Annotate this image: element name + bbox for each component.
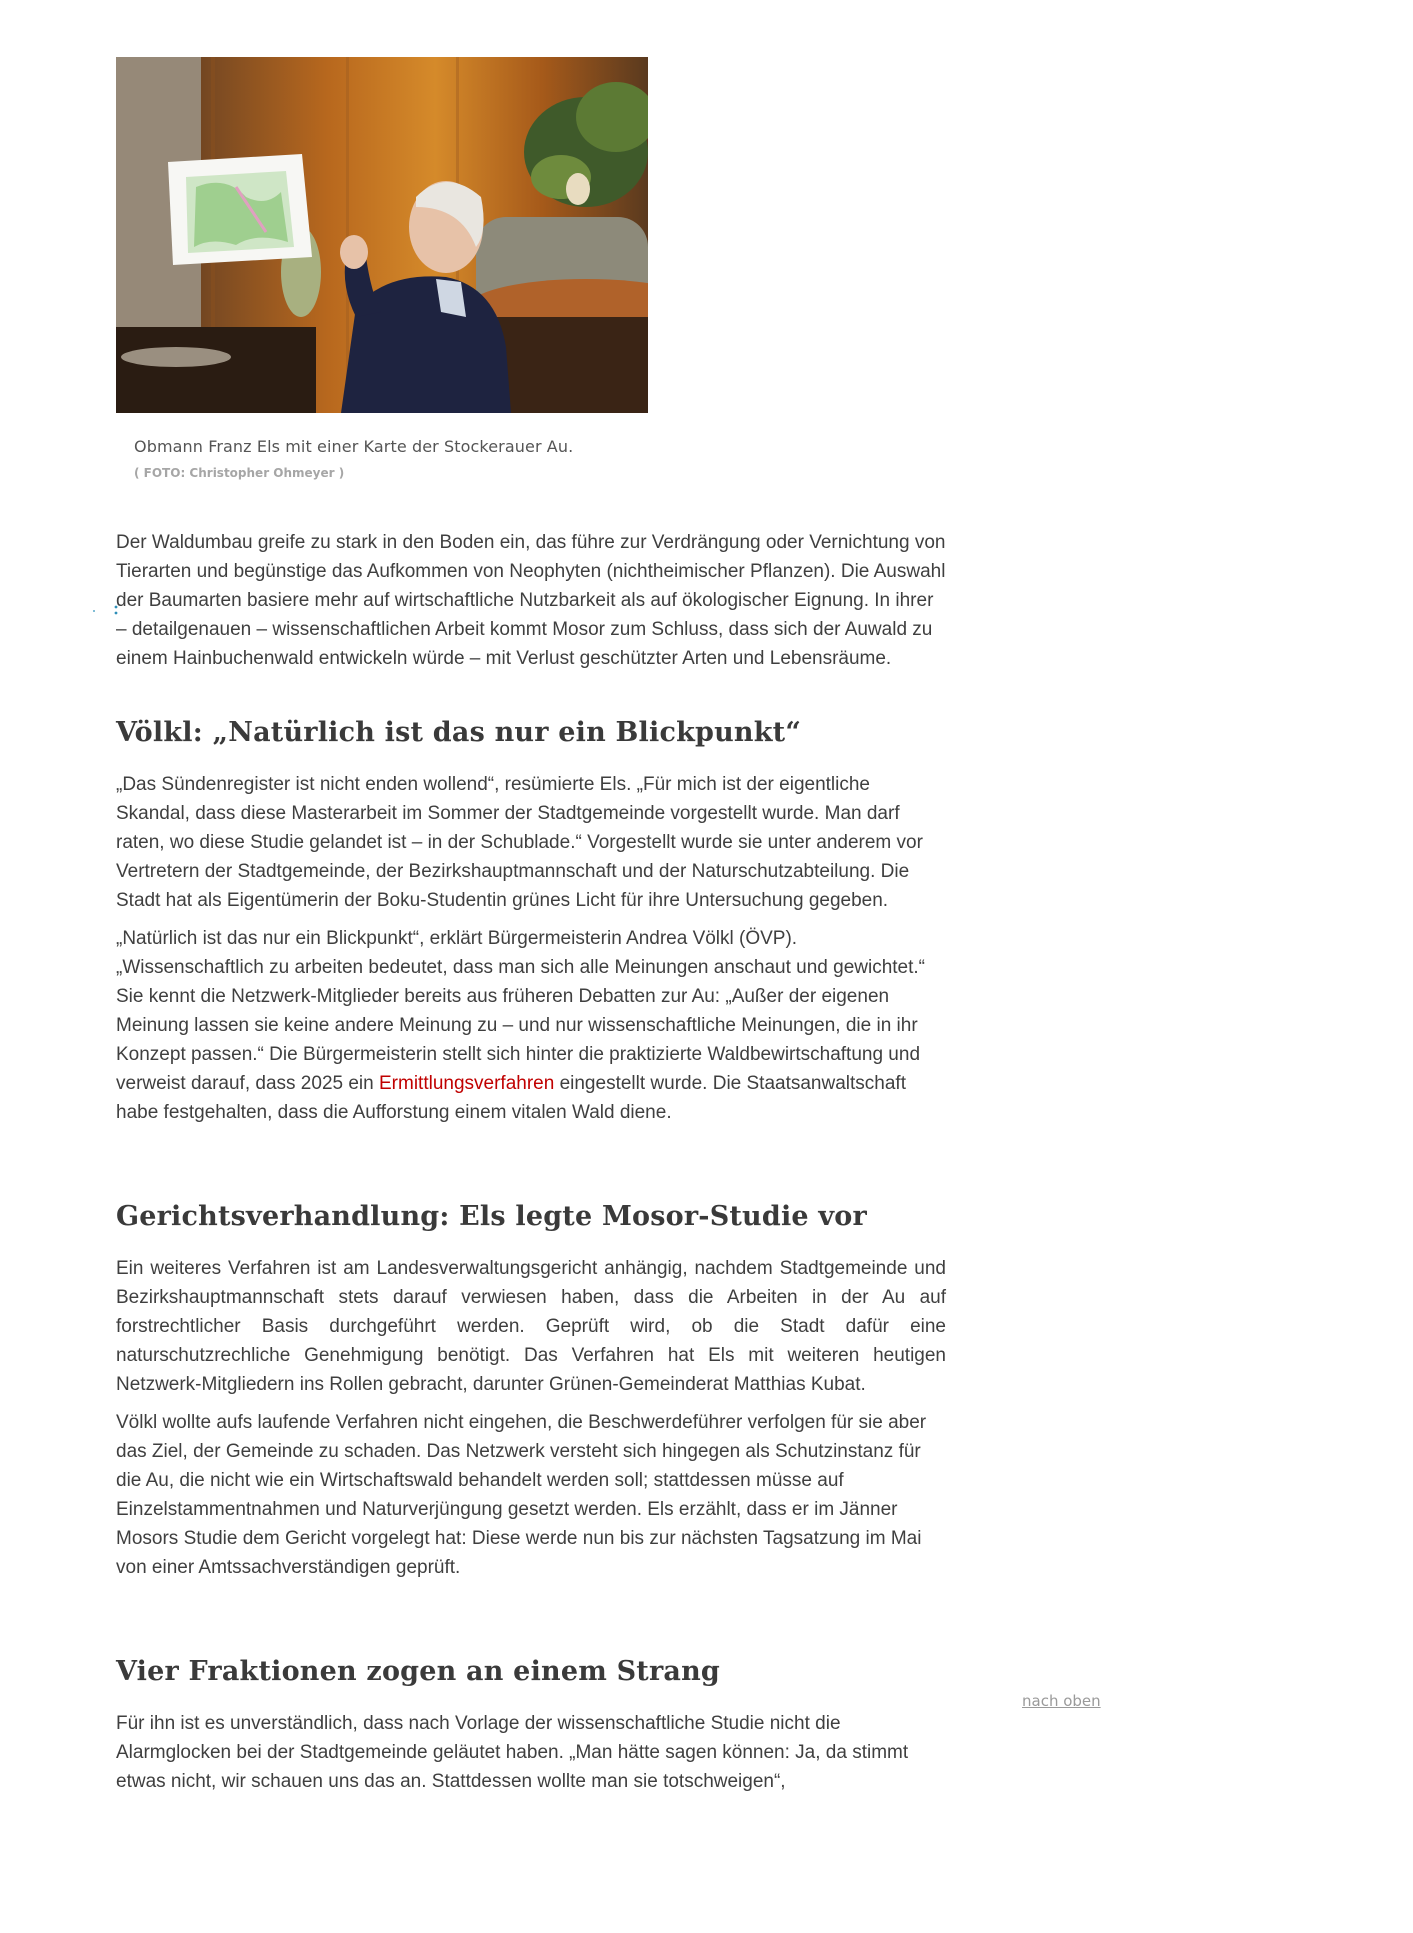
article-figure [116,57,946,480]
section1-paragraph-2-text-a: „Natürlich ist das nur ein Blickpunkt“, erklärt Bürgermeisterin Andrea Völkl (ÖVP). „Wissenschaftlich zu arbeiten bedeutet, dass man sich alle Meinungen anschaut und gewichtet.“ Sie kennt die Netzwerk-Mitglieder bereits aus früheren Debatten zur Au: „Außer der eigenen Meinung lassen sie keine andere Meinung zu – und nur wissenschaftliche Meinungen, die in ihr Konzept passen.“ Die Bürgermeisterin stellt sich hinter die praktizierte Waldbewirtschaftung und verweist darauf, dass 2025 ein [116,928,926,1094]
photo-credit: ( FOTO: Christopher Ohmeyer ) [134,466,345,480]
section2-paragraph-1: Ein weiteres Verfahren ist am Landesverwaltungsgericht anhängig, nachdem Stadtgemeinde und Bezirkshauptmannschaft stets darauf verwiesen haben, dass die Arbeiten in der Au auf forstrechtlicher Basis durchgeführt werden. Geprüft wird, ob die Stadt dafür eine naturschutzrechliche Genehmigung benötigt. Das Verfahren hat Els mit weiteren heutigen Netzwerk-Mitgliedern ins Rollen gebracht, darunter Grünen-Gemeinderat Matthias Kubat. [116,1258,946,1395]
intro-paragraph: Der Waldumbau greife zu stark in den Boden ein, das führe zur Verdrängung oder Vernichtung von Tierarten und begünstige das Aufkommen von Neophyten (nichtheimischer Pflanzen). Die Auswahl der Baumarten basiere mehr auf wirtschaftliche Nutzbarkeit als auf ökologischer Eignung. In ihrer – detailgenauen – wissenschaftlichen Arbeit kommt Mosor zum Schluss, dass sich der Auwald zu einem Hainbuchenwald entwickeln würde – mit Verlust geschützter Arten und Lebensräume. [116,532,946,669]
section-heading-voelkl: Völkl: „Natürlich ist das nur ein Blickpunkt“ [116,717,802,748]
article [116,57,946,1805]
section1-paragraph-1: „Das Sündenregister ist nicht enden wollend“, resümierte Els. „Für mich ist der eigentliche Skandal, dass diese Masterarbeit im Sommer der Stadtgemeinde vorgestellt wurde. Man darf raten, wo diese Studie gelandet ist – in der Schublade.“ Vorgestellt wurde sie unter anderem vor Vertretern der Stadtgemeinde, der Bezirkshauptmannschaft und der Naturschutzabteilung. Die Stadt hat als Eigentümerin der Boku-Studentin grünes Licht für ihre Untersuchung gegeben. [116,774,923,911]
ermittlungsverfahren-link[interactable]: Ermittlungsverfahren [379,1073,555,1094]
section1-paragraph-2 [116,924,946,1127]
figure-caption: Obmann Franz Els mit einer Karte der Stockerauer Au. [134,437,574,456]
section-heading-gericht: Gerichtsverhandlung: Els legte Mosor-Studie vor [116,1201,867,1232]
section2-paragraph-2: Völkl wollte aufs laufende Verfahren nicht eingehen, die Beschwerdeführer verfolgen für sie aber das Ziel, der Gemeinde zu schaden. Das Netzwerk versteht sich hingegen als Schutzinstanz für die Au, die nicht wie ein Wirtschaftswald behandelt werden soll; stattdessen müsse auf Einzelstammentnahmen und Naturverjüngung gesetzt werden. Els erzählt, dass er im Jänner Mosors Studie dem Gericht vorgelegt hat: Diese werde nun bis zur nächsten Tagsatzung im Mai von einer Amtssachverständigen geprüft. [116,1412,927,1578]
section1-paragraph-2-text-b: eingestellt wurde. Die Staatsanwaltschaft habe festgehalten, dass die Aufforstung einem vitalen Wald diene. [116,1073,906,1123]
article-photo [116,57,648,413]
back-to-top-link[interactable]: nach oben [1022,1692,1101,1710]
section3-paragraph-1: Für ihn ist es unverständlich, dass nach Vorlage der wissenschaftliche Studie nicht die Alarmglocken bei der Stadtgemeinde geläutet haben. „Man hätte sagen können: Ja, da stimmt etwas nicht, wir schauen uns das an. Stattdessen wollte man sie totschweigen“, [116,1713,909,1792]
section-heading-fraktionen: Vier Fraktionen zogen an einem Strang [116,1656,720,1687]
